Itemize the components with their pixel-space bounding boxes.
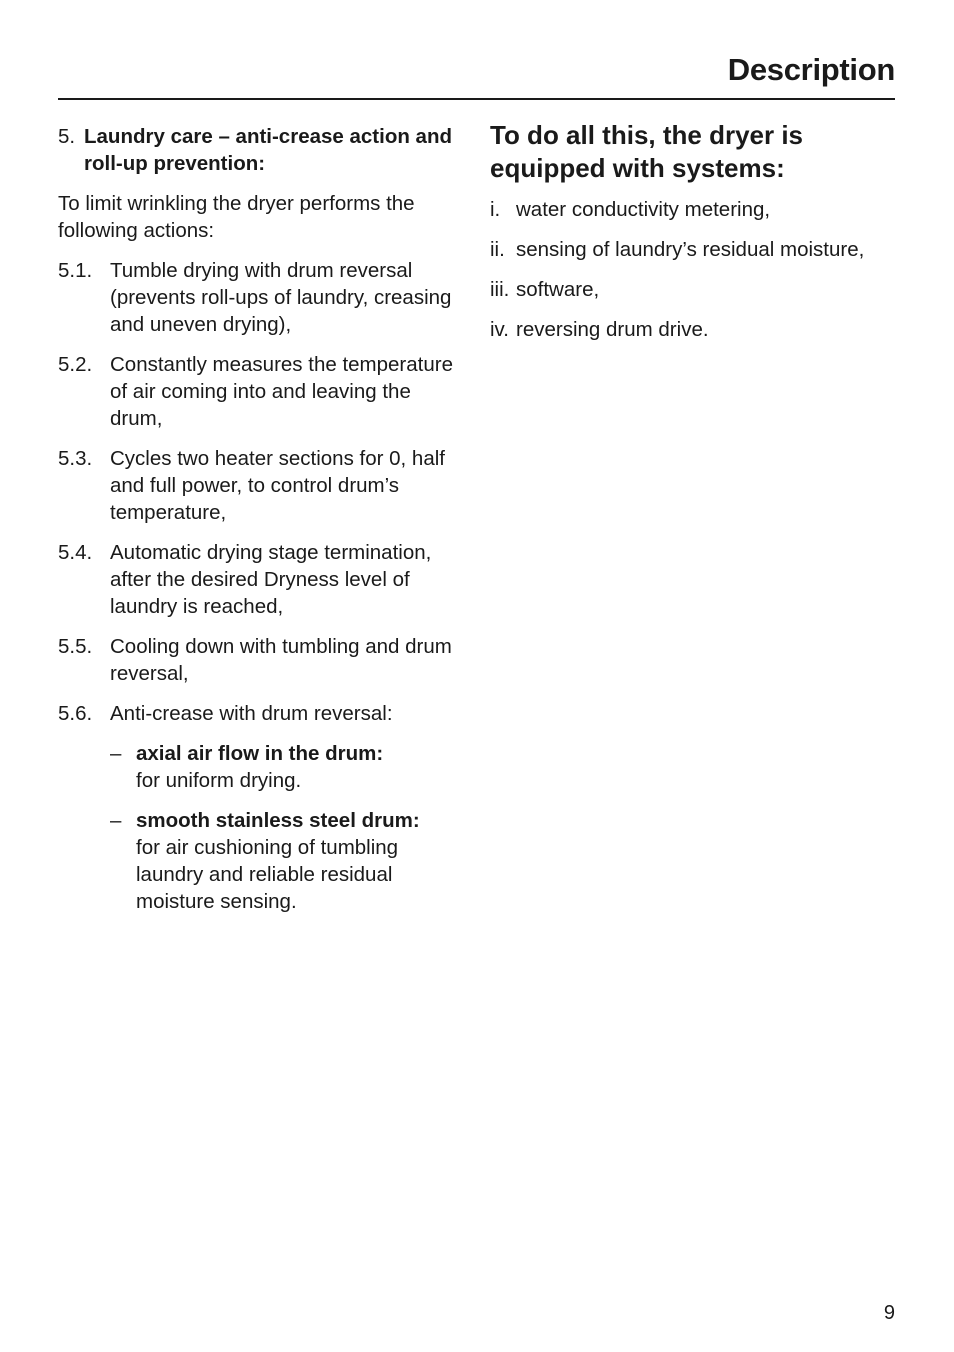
systems-heading: To do all this, the dryer is equipped with systems: bbox=[490, 120, 804, 183]
sub-list bbox=[110, 740, 468, 915]
list-item-text: Tumble drying with drum reversal (prevents roll-ups of laundry, creasing and uneven drying), bbox=[110, 259, 452, 336]
list-item bbox=[490, 236, 890, 263]
list-item-number: iii. bbox=[490, 278, 510, 301]
list-item bbox=[490, 196, 890, 223]
page-title: Description bbox=[727, 52, 895, 87]
list-item bbox=[490, 316, 890, 343]
list-item bbox=[58, 351, 468, 432]
list-item-number: ii. bbox=[490, 238, 505, 261]
list-item-text: Anti-crease with drum reversal: bbox=[110, 702, 393, 725]
list-item-number: iv. bbox=[490, 318, 509, 341]
list-item bbox=[58, 257, 468, 338]
page-number: 9 bbox=[883, 1302, 895, 1324]
sub-item-term: axial air flow in the drum: bbox=[136, 742, 384, 765]
list-item-text: Cycles two heater sections for 0, half and full power, to control drum’s temperature, bbox=[110, 447, 445, 524]
list-item-number: 5.1. bbox=[58, 259, 93, 282]
list-item-text: water conductivity metering, bbox=[516, 198, 771, 221]
left-column bbox=[58, 123, 468, 928]
sub-item-term: smooth stainless steel drum: bbox=[136, 809, 420, 832]
list-item-text: reversing drum drive. bbox=[516, 318, 709, 341]
list-item bbox=[58, 700, 468, 727]
title-divider bbox=[58, 98, 895, 100]
list-item-text: Constantly measures the temperature of air coming into and leaving the drum, bbox=[110, 353, 453, 430]
list-item bbox=[58, 633, 468, 687]
list-item-text: sensing of laundry’s residual moisture, bbox=[516, 238, 865, 261]
list-item bbox=[58, 539, 468, 620]
list-item-text: Cooling down with tumbling and drum reversal, bbox=[110, 635, 452, 685]
sub-item-text: for air cushioning of tumbling laundry and reliable residual moisture sensing. bbox=[136, 836, 399, 913]
list-item-number: 5.5. bbox=[58, 635, 93, 658]
list-item-number: 5.2. bbox=[58, 353, 93, 376]
sub-list-item bbox=[110, 740, 468, 794]
dash-bullet: – bbox=[110, 742, 122, 765]
intro-paragraph: To limit wrinkling the dryer performs the following actions: bbox=[58, 192, 415, 242]
list-item-text: software, bbox=[516, 278, 600, 301]
section-title: Laundry care – anti-crease action and roll-up prevention: bbox=[84, 125, 452, 175]
list-item-number: 5.4. bbox=[58, 541, 93, 564]
sub-list-item bbox=[110, 807, 468, 915]
section-heading bbox=[58, 123, 468, 177]
sub-item-text: for uniform drying. bbox=[136, 769, 302, 792]
list-item-number: 5.3. bbox=[58, 447, 93, 470]
section-number: 5. bbox=[58, 125, 76, 148]
right-column bbox=[490, 119, 890, 356]
list-item bbox=[58, 445, 468, 526]
list-item-number: 5.6. bbox=[58, 702, 93, 725]
list-item-number: i. bbox=[490, 198, 501, 221]
list-item-text: Automatic drying stage termination, after the desired Dryness level of laundry is reached, bbox=[110, 541, 432, 618]
list-item bbox=[490, 276, 890, 303]
dash-bullet: – bbox=[110, 809, 122, 832]
